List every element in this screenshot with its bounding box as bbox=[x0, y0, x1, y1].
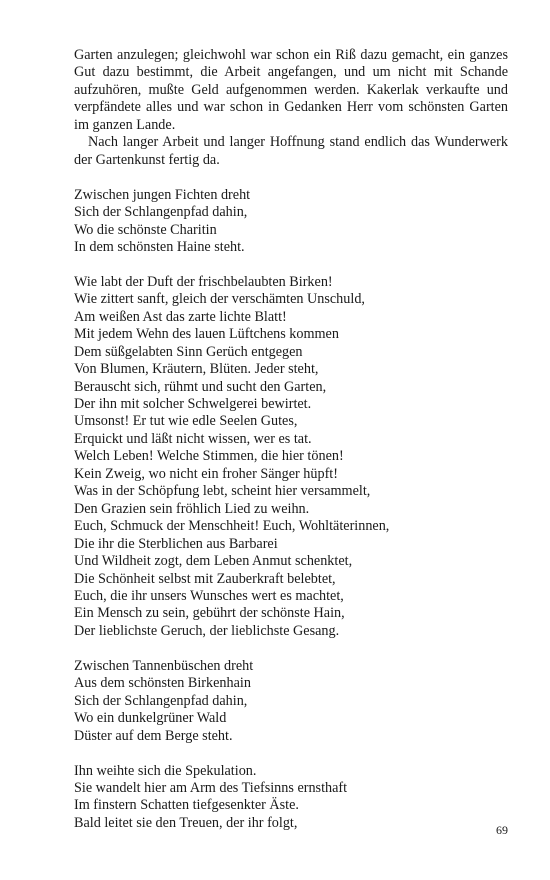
verse-line: Von Blumen, Kräutern, Blüten. Jeder steht, bbox=[74, 361, 319, 378]
verse-line: Am weißen Ast das zarte lichte Blatt! bbox=[74, 308, 287, 325]
verse-line: Umsonst! Er tut wie edle Seelen Gutes, bbox=[74, 413, 298, 430]
verse-line: Sie wandelt hier am Arm des Tiefsinns ernsthaft bbox=[74, 779, 348, 796]
page-text bbox=[74, 47, 508, 832]
verse-line: Zwischen jungen Fichten dreht bbox=[74, 186, 251, 203]
verse-line: Im finstern Schatten tiefgesenkter Äste. bbox=[74, 797, 299, 814]
poem-stanza bbox=[74, 658, 508, 745]
verse-line: Euch, Schmuck der Menschheit! Euch, Wohltäterinnen, bbox=[74, 518, 390, 535]
verse-line: Ihn weihte sich die Spekulation. bbox=[74, 762, 257, 779]
verse-line: Dem süßgelabten Sinn Gerüch entgegen bbox=[74, 343, 303, 360]
poem-stanza bbox=[74, 187, 508, 257]
verse-line: Und Wildheit zogt, dem Leben Anmut schenktet, bbox=[74, 553, 353, 570]
verse-line: Welch Leben! Welche Stimmen, die hier tönen! bbox=[74, 448, 344, 465]
verse-line: In dem schönsten Haine steht. bbox=[74, 238, 245, 255]
verse-line: Was in der Schöpfung lebt, scheint hier versammelt, bbox=[74, 483, 371, 500]
prose-paragraph: Garten anzulegen; gleichwohl war schon ein Riß dazu gemacht, ein ganzes Gut dazu bestimmt, die Arbeit angefangen, und um nicht mit Schande aufzuhören, mußte Geld aufgenommen werden. Kakerlak verkaufte und verpfändete alles und war schon in Gedanken Herr vom schönsten Garten im ganzen Lande. bbox=[74, 47, 508, 133]
verse-line: Zwischen Tannenbüschen dreht bbox=[74, 657, 254, 674]
verse-line: Düster auf dem Berge steht. bbox=[74, 727, 233, 744]
prose-paragraph: Nach langer Arbeit und langer Hoffnung stand endlich das Wunderwerk der Gartenkunst fertig da. bbox=[74, 134, 508, 168]
verse-line: Wie labt der Duft der frischbelaubten Birken! bbox=[74, 273, 333, 290]
verse-line: Berauscht sich, rühmt und sucht den Garten, bbox=[74, 378, 327, 395]
verse-line: Die ihr die Sterblichen aus Barbarei bbox=[74, 535, 278, 552]
verse-line: Euch, die ihr unsers Wunsches wert es machtet, bbox=[74, 588, 344, 605]
verse-line: Der lieblichste Geruch, der lieblichste Gesang. bbox=[74, 622, 340, 639]
verse-line: Sich der Schlangenpfad dahin, bbox=[74, 692, 248, 709]
verse-line: Kein Zweig, wo nicht ein froher Sänger hüpft! bbox=[74, 465, 338, 482]
verse-line: Ein Mensch zu sein, gebührt der schönste Hain, bbox=[74, 605, 345, 622]
poem bbox=[74, 187, 508, 833]
verse-line: Sich der Schlangenpfad dahin, bbox=[74, 204, 248, 221]
verse-line: Den Grazien sein fröhlich Lied zu weihn. bbox=[74, 500, 310, 517]
verse-line: Die Schönheit selbst mit Zauberkraft belebtet, bbox=[74, 570, 336, 587]
verse-line: Erquickt und läßt nicht wissen, wer es tat. bbox=[74, 430, 312, 447]
poem-stanza bbox=[74, 763, 508, 833]
verse-line: Wie zittert sanft, gleich der verschämten Unschuld, bbox=[74, 291, 365, 308]
verse-line: Wo die schönste Charitin bbox=[74, 221, 217, 238]
verse-line: Mit jedem Wehn des lauen Lüftchens kommen bbox=[74, 326, 339, 343]
page-number: 69 bbox=[496, 823, 508, 837]
prose-block bbox=[74, 47, 508, 169]
verse-line: Der ihn mit solcher Schwelgerei bewirtet. bbox=[74, 396, 312, 413]
verse-line: Bald leitet sie den Treuen, der ihr folgt, bbox=[74, 814, 298, 831]
verse-line: Wo ein dunkelgrüner Wald bbox=[74, 710, 227, 727]
verse-line: Aus dem schönsten Birkenhain bbox=[74, 675, 251, 692]
poem-stanza bbox=[74, 274, 508, 641]
